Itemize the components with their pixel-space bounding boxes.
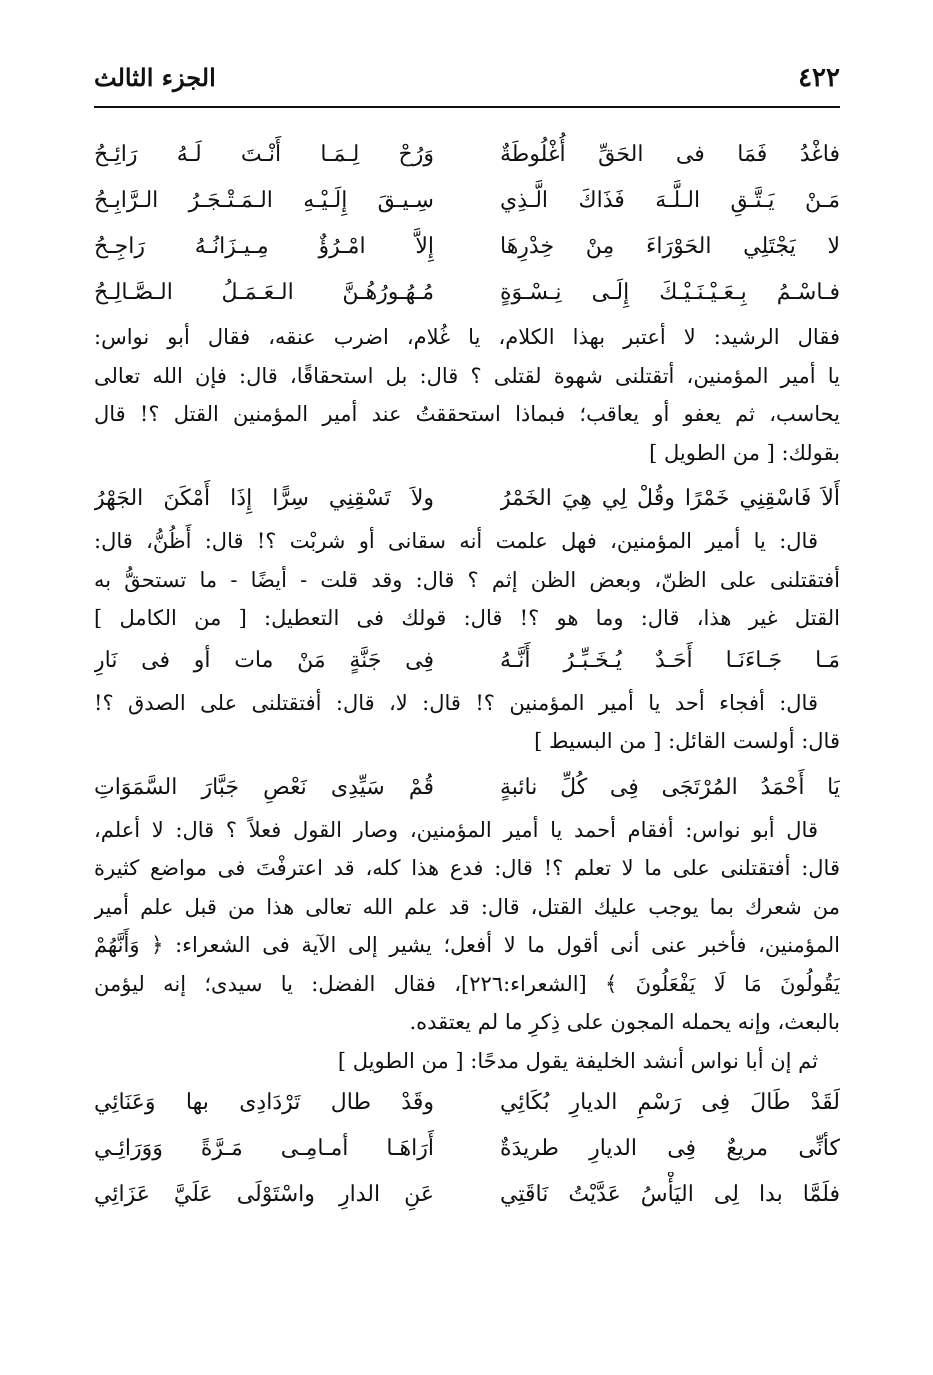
verse-line [94, 476, 840, 522]
second-hemistich: عَنِ الدارِ واسْتَوْلَى عَلَيَّ عَزَائِي [94, 1182, 434, 1207]
book-page [94, 0, 840, 1375]
prose-paragraph [94, 318, 840, 472]
first-hemistich: لا يَجْتَلِي الحَوْرَاءَ مِنْ خِدْرِهَا [500, 234, 840, 259]
text-line: فقال الرشيد: لا أعتبر بهذا الكلام، يا غُلام، اضرب عنقه، فقال أبو نواس: [94, 325, 840, 349]
text-line: أفتقتلنى على الظنّ، وبعض الظن إثم ؟ قال: وقد قلت - أيضًا - ما تستحقُّ به [94, 567, 840, 592]
second-hemistich: سِـيـقَ إِلَـيْـهِ الـمَـتْـجَـرُ الـرَّابِـحُ [94, 188, 434, 213]
first-hemistich: يَا أَحْمَدُ المُرْتَجَى فِى كُلِّ نائبةٍ [500, 774, 840, 800]
verse-line [94, 132, 840, 178]
first-hemistich: لَقَدْ طَالَ فِى رَسْمِ الديارِ بُكَائِي [500, 1090, 840, 1115]
text-line: المؤمنين، فأخبر عنى أنى أقول ما لا أفعل؛ يشير إلى الآية فى الشعراء: ﴿ وَأَنَّهُمْ [94, 933, 840, 957]
first-hemistich: فـاسْـمُ بِـعَـيْـنَـيْـكَ إِلَـى نِـسْـوَةٍ [500, 280, 840, 305]
part-title: الجزء الثالث [94, 63, 216, 92]
verse-line [94, 1126, 840, 1172]
prose-paragraph [94, 684, 840, 761]
verse-line [94, 1172, 840, 1218]
second-hemistich: ولاَ تَسْقِنِي سِرًّا إِذَا أَمْكَنَ الجَهْرُ [94, 486, 434, 511]
text-line: القتل غير هذا، قال: وما هو ؟! قال: قولك فى التعطيل: [ من الكامل ] [94, 606, 840, 630]
verse-line [94, 765, 840, 811]
text-line: يَقُولُونَ مَا لَا يَفْعَلُونَ ﴾ [الشعراء:٢٢٦]، فقال الفضل: يا سيدى؛ إنه ليؤمن [94, 971, 840, 996]
first-hemistich: مَـنْ يَـتَّـقِ الـلَّـهَ فَذَاكَ الَّـذِي [500, 188, 840, 213]
text-line: قال: أفتقتلنى على ما لا تعلم ؟! قال: فدع هذا كله، قد اعترفْتَ فى مواضع كثيرة [94, 856, 840, 880]
first-hemistich: مَـا جَـاءَنَـا أَحَـدٌ يُـخَـبِّـرُ أَنَّـهُ [500, 647, 840, 673]
text-line: قال: أولست القائل: [ من البسيط ] [534, 729, 840, 753]
prose-paragraph [94, 811, 840, 1081]
second-hemistich: مُـهُـورُهُـنَّ الـعَـمَـلُ الـصَّـالِـحُ [94, 280, 434, 305]
verse-line [94, 178, 840, 224]
first-hemistich: فلَمَّا بدا لِى اليَأْسُ عَدَّيْتُ نَاقَتِي [500, 1182, 840, 1207]
second-hemistich: وقَدْ طال تَرْدَادِى بها وَعَنَائِي [94, 1090, 434, 1115]
text-line: بقولك: [ من الطويل ] [649, 440, 840, 465]
text-line: من شعرك بما يوجب عليك القتل، قال: قد علم الله تعالى هذا من قبل علم أمير [94, 894, 840, 919]
second-hemistich: أَرَاهَـا أمـامِـى مَـرَّةً وَوَرَائِـي [94, 1136, 434, 1161]
text-line: قال أبو نواس: أفقام أحمد يا أمير المؤمنين، وصار القول فعلاً ؟ قال: لا أعلم، [94, 817, 818, 842]
text-line: بالبعث، وإنه يحمله المجون على ذِكرِ ما لم يعتقده. [409, 1010, 840, 1034]
text-line: يا أمير المؤمنين، أتقتلنى شهوة لقتلى ؟ قال: بل استحقاقًا، قال: فإن الله تعالى [94, 363, 840, 388]
text-line: يحاسب، ثم يعفو أو يعاقب؛ فبماذا استحققتُ عند أمير المؤمنين القتل ؟! قال [94, 402, 840, 426]
header-rule [94, 106, 840, 108]
text-line: قال: أفجاء أحد يا أمير المؤمنين ؟! قال: لا، قال: أفتقتلنى على الصدق ؟! [94, 690, 818, 715]
second-hemistich: وَرُحْ لِـمَـا أَنْـتَ لَـهُ رَائِـحُ [94, 142, 434, 167]
second-hemistich: إِلاَّ امْـرُؤٌ مِـيـزَانُـهُ رَاجِـحُ [94, 234, 434, 259]
first-hemistich: أَلاَ فَاسْقِنِي خَمْرًا وقُلْ لِي هِيَ الخَمْرُ [500, 486, 840, 511]
verse-line [94, 1080, 840, 1126]
prose-paragraph [94, 522, 840, 638]
text-line: ثم إن أبا نواس أنشد الخليفة يقول مدحًا: [ من الطويل ] [337, 1048, 818, 1073]
running-head [94, 62, 840, 100]
verse-line [94, 638, 840, 684]
page-number: ٤٢٢ [798, 63, 840, 93]
second-hemistich: فِى جَنَّةٍ مَنْ مات أو فى نَارِ [94, 647, 434, 673]
second-hemistich: قُمْ سَيِّدِى نَعْصِ جَبَّارَ السَّمَوَاتِ [94, 774, 434, 800]
first-hemistich: كأنِّى مريعٌ فِى الديارِ طريدَةٌ [500, 1136, 840, 1161]
first-hemistich: فاغْدُ فَمَا فى الحَقِّ أُغْلُوطَةٌ [500, 142, 840, 167]
body-text [94, 132, 840, 1218]
verse-line [94, 224, 840, 270]
verse-line [94, 270, 840, 316]
text-line: قال: يا أمير المؤمنين، فهل علمت أنه سقانى أو شربْت ؟! قال: أَظُنُّ، قال: [94, 529, 818, 553]
